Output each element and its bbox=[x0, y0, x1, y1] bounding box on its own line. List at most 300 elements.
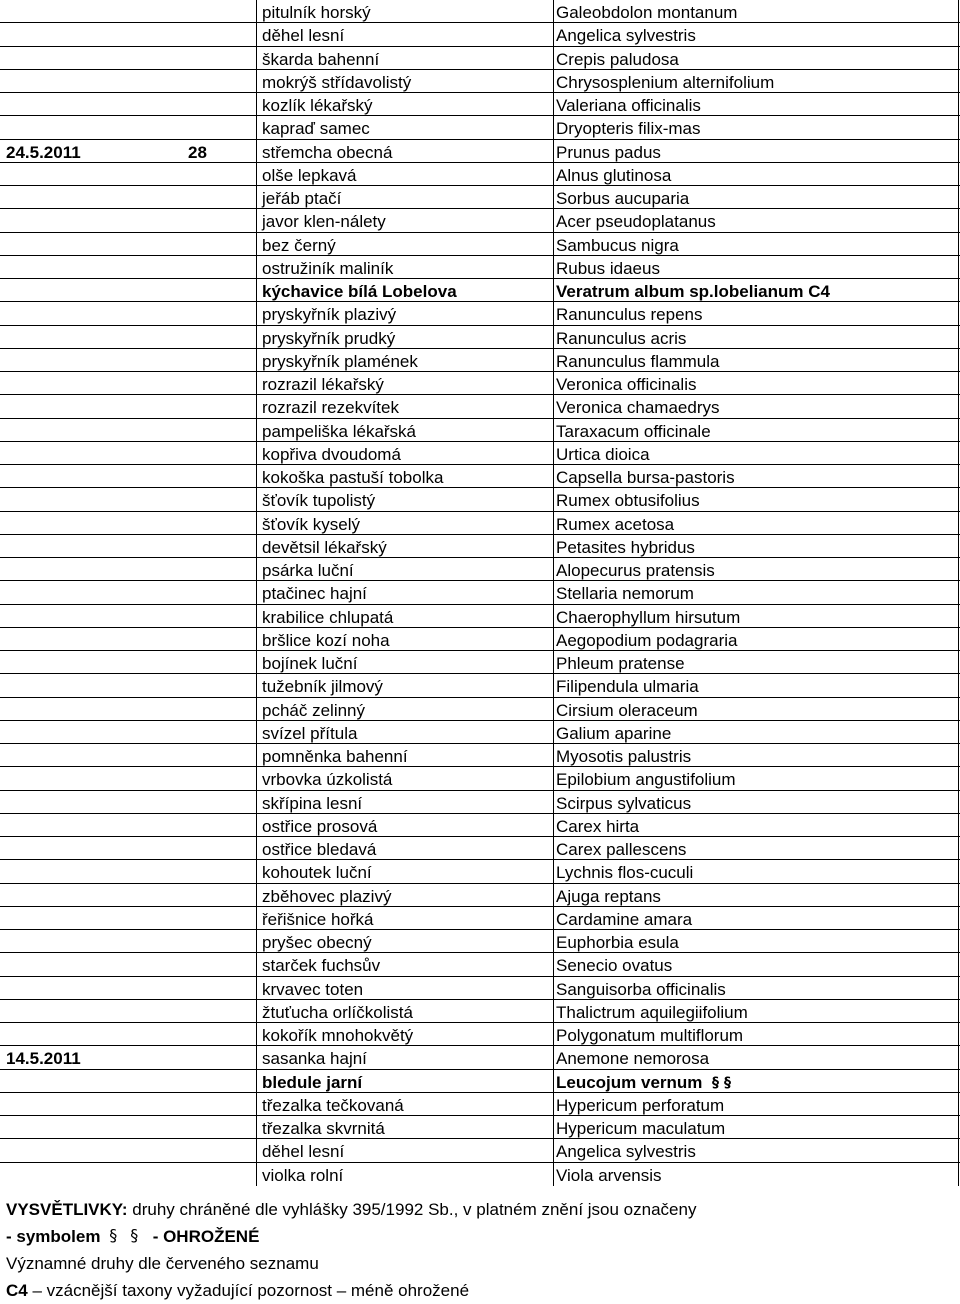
column-divider bbox=[958, 140, 959, 163]
table-row bbox=[0, 605, 960, 628]
latin-name-cell-text: Capsella bursa-pastoris bbox=[556, 468, 735, 487]
date-cell bbox=[6, 1046, 81, 1069]
column-divider bbox=[553, 279, 554, 302]
czech-name-cell bbox=[262, 256, 393, 279]
column-divider bbox=[553, 977, 554, 1000]
column-divider bbox=[958, 23, 959, 46]
column-divider bbox=[553, 837, 554, 860]
czech-name-cell bbox=[262, 1070, 362, 1093]
table-row bbox=[0, 186, 960, 209]
latin-name-cell-text: Chaerophyllum hirsutum bbox=[556, 607, 741, 627]
table-row bbox=[0, 651, 960, 674]
czech-name-cell bbox=[262, 1023, 413, 1046]
czech-name-cell-text: pitulník horský bbox=[262, 3, 371, 22]
column-divider bbox=[553, 628, 554, 651]
latin-name-cell bbox=[556, 535, 695, 558]
latin-name-cell bbox=[556, 628, 737, 651]
table-row bbox=[0, 1139, 960, 1162]
column-divider bbox=[553, 302, 554, 325]
table-row bbox=[0, 326, 960, 349]
column-divider bbox=[256, 907, 257, 930]
site-number-cell-text: 28 bbox=[188, 142, 207, 162]
latin-name-cell bbox=[556, 791, 691, 814]
latin-name-cell bbox=[556, 1070, 734, 1093]
czech-name-cell-text: třezalka skvrnitá bbox=[262, 1119, 385, 1138]
column-divider bbox=[553, 349, 554, 372]
latin-name-cell bbox=[556, 721, 671, 744]
latin-name-cell bbox=[556, 767, 736, 790]
column-divider bbox=[256, 674, 257, 697]
czech-name-cell bbox=[262, 628, 390, 651]
latin-name-cell bbox=[556, 140, 661, 163]
czech-name-cell bbox=[262, 47, 379, 70]
column-divider bbox=[553, 953, 554, 976]
czech-name-cell-text: bojínek luční bbox=[262, 654, 358, 673]
column-divider bbox=[958, 907, 959, 930]
czech-name-cell-text: olše lepkavá bbox=[262, 165, 357, 185]
table-row bbox=[0, 977, 960, 1000]
column-divider bbox=[553, 907, 554, 930]
table-row bbox=[0, 814, 960, 837]
column-divider bbox=[256, 302, 257, 325]
latin-name-cell bbox=[556, 116, 701, 139]
column-divider bbox=[553, 767, 554, 790]
czech-name-cell bbox=[262, 674, 383, 697]
column-divider bbox=[256, 605, 257, 628]
latin-name-cell-text: Ranunculus repens bbox=[556, 305, 703, 325]
czech-name-cell bbox=[262, 140, 392, 163]
latin-name-cell bbox=[556, 860, 693, 883]
column-divider bbox=[958, 512, 959, 535]
table-row bbox=[0, 744, 960, 767]
column-divider bbox=[553, 512, 554, 535]
czech-name-cell bbox=[262, 372, 384, 395]
legend-c4-code: C4 bbox=[6, 1281, 28, 1300]
czech-name-cell-text: sasanka hajní bbox=[262, 1049, 367, 1069]
column-divider bbox=[958, 302, 959, 325]
column-divider bbox=[958, 93, 959, 116]
table-row bbox=[0, 721, 960, 744]
column-divider bbox=[553, 93, 554, 116]
column-divider bbox=[256, 953, 257, 976]
czech-name-cell bbox=[262, 651, 357, 674]
legend-heading: VYSVĚTLIVKY: bbox=[6, 1200, 128, 1219]
latin-name-cell-text: Crepis paludosa bbox=[556, 49, 679, 69]
latin-name-cell bbox=[556, 0, 737, 23]
table-row bbox=[0, 1093, 960, 1116]
column-divider bbox=[958, 116, 959, 139]
czech-name-cell-text: pomněnka bahenní bbox=[262, 747, 408, 766]
latin-name-cell-text: Cardamine amara bbox=[556, 909, 693, 929]
latin-name-cell-text: Myosotis palustris bbox=[556, 747, 692, 766]
latin-name-cell bbox=[556, 419, 711, 442]
czech-name-cell-text: psárka luční bbox=[262, 561, 354, 580]
table-row bbox=[0, 628, 960, 651]
latin-name-cell bbox=[556, 1116, 725, 1139]
czech-name-cell-text: mokrýš střídavolistý bbox=[262, 72, 412, 92]
czech-name-cell bbox=[262, 837, 376, 860]
czech-name-cell bbox=[262, 93, 373, 116]
column-divider bbox=[553, 884, 554, 907]
column-divider bbox=[553, 47, 554, 70]
latin-name-cell bbox=[556, 698, 698, 721]
czech-name-cell bbox=[262, 1046, 367, 1069]
column-divider bbox=[553, 488, 554, 511]
czech-name-cell bbox=[262, 465, 443, 488]
column-divider bbox=[553, 744, 554, 767]
column-divider bbox=[958, 0, 959, 23]
column-divider bbox=[256, 233, 257, 256]
latin-name-cell-text: Alopecurus pratensis bbox=[556, 561, 715, 580]
column-divider bbox=[958, 233, 959, 256]
column-divider bbox=[553, 1093, 554, 1116]
column-divider bbox=[256, 279, 257, 302]
latin-name-cell-text: Sambucus nigra bbox=[556, 235, 679, 255]
latin-name-cell bbox=[556, 1163, 662, 1186]
latin-name-cell-text: Prunus padus bbox=[556, 142, 661, 162]
czech-name-cell bbox=[262, 0, 371, 23]
legend-line-protected bbox=[6, 1196, 956, 1223]
column-divider bbox=[958, 1070, 959, 1093]
column-divider bbox=[958, 70, 959, 93]
column-divider bbox=[958, 884, 959, 907]
column-divider bbox=[553, 395, 554, 418]
column-divider bbox=[553, 535, 554, 558]
czech-name-cell bbox=[262, 442, 401, 465]
column-divider bbox=[958, 1116, 959, 1139]
column-divider bbox=[256, 70, 257, 93]
latin-name-cell-text: Veronica chamaedrys bbox=[556, 398, 720, 418]
column-divider bbox=[256, 1023, 257, 1046]
table-row bbox=[0, 23, 960, 46]
column-divider bbox=[958, 47, 959, 70]
table-row bbox=[0, 1000, 960, 1023]
column-divider bbox=[553, 1046, 554, 1069]
czech-name-cell bbox=[262, 488, 375, 511]
column-divider bbox=[256, 349, 257, 372]
table-row bbox=[0, 140, 960, 163]
date-cell-text: 14.5.2011 bbox=[6, 1049, 81, 1069]
column-divider bbox=[958, 442, 959, 465]
column-divider bbox=[256, 721, 257, 744]
latin-name-cell-text: Alnus glutinosa bbox=[556, 165, 672, 185]
latin-name-cell bbox=[556, 1046, 709, 1069]
column-divider bbox=[256, 814, 257, 837]
column-divider bbox=[553, 116, 554, 139]
column-divider bbox=[553, 1070, 554, 1093]
latin-name-cell-text: Thalictrum aquilegiifolium bbox=[556, 1002, 748, 1022]
column-divider bbox=[256, 1093, 257, 1116]
czech-name-cell-text: řeřišnice hořká bbox=[262, 909, 374, 929]
latin-name-cell bbox=[556, 512, 674, 535]
czech-name-cell-text: bršlice kozí noha bbox=[262, 630, 390, 650]
czech-name-cell bbox=[262, 233, 336, 256]
latin-name-cell bbox=[556, 349, 719, 372]
czech-name-cell-text: pampeliška lékařská bbox=[262, 421, 417, 441]
column-divider bbox=[553, 721, 554, 744]
column-divider bbox=[958, 349, 959, 372]
column-divider bbox=[256, 860, 257, 883]
latin-name-cell-text: Sorbus aucuparia bbox=[556, 189, 690, 208]
latin-name-cell-text: Veratrum album sp.lobelianum C4 bbox=[556, 282, 830, 301]
czech-name-cell-text: bledule jarní bbox=[262, 1072, 363, 1092]
czech-name-cell bbox=[262, 326, 395, 349]
latin-name-cell-text: Urtica dioica bbox=[556, 444, 650, 464]
column-divider bbox=[256, 395, 257, 418]
czech-name-cell-text: kopřiva dvoudomá bbox=[262, 444, 401, 464]
column-divider bbox=[958, 419, 959, 442]
latin-name-cell bbox=[556, 326, 686, 349]
latin-name-cell bbox=[556, 186, 689, 209]
latin-name-cell-text: Galium aparine bbox=[556, 723, 672, 743]
table-row bbox=[0, 1046, 960, 1069]
column-divider bbox=[958, 698, 959, 721]
latin-name-cell-text: Sanguisorba officinalis bbox=[556, 979, 726, 999]
table-row bbox=[0, 1070, 960, 1093]
table-row bbox=[0, 907, 960, 930]
latin-name-cell-text: Rumex obtusifolius bbox=[556, 491, 700, 511]
latin-name-cell bbox=[556, 837, 686, 860]
column-divider bbox=[958, 674, 959, 697]
column-divider bbox=[256, 791, 257, 814]
latin-name-cell bbox=[556, 1023, 743, 1046]
czech-name-cell-text: zběhovec plazivý bbox=[262, 886, 392, 906]
column-divider bbox=[256, 628, 257, 651]
czech-name-cell-text: šťovík tupolistý bbox=[262, 491, 376, 511]
latin-name-cell bbox=[556, 1139, 696, 1162]
latin-name-cell-text: Phleum pratense bbox=[556, 654, 685, 673]
latin-name-cell bbox=[556, 209, 716, 232]
czech-name-cell bbox=[262, 23, 344, 46]
column-divider bbox=[958, 814, 959, 837]
latin-name-cell bbox=[556, 558, 715, 581]
column-divider bbox=[553, 70, 554, 93]
column-divider bbox=[553, 791, 554, 814]
table-row bbox=[0, 209, 960, 232]
latin-name-cell bbox=[556, 581, 694, 604]
column-divider bbox=[553, 930, 554, 953]
latin-name-cell bbox=[556, 93, 701, 116]
czech-name-cell bbox=[262, 953, 380, 976]
column-divider bbox=[553, 1139, 554, 1162]
latin-name-cell-text: Chrysosplenium alternifolium bbox=[556, 72, 775, 92]
czech-name-cell-text: krabilice chlupatá bbox=[262, 607, 394, 627]
legend bbox=[6, 1196, 956, 1304]
czech-name-cell-text: děhel lesní bbox=[262, 26, 345, 46]
column-divider bbox=[553, 1163, 554, 1186]
svg-text:§: § bbox=[724, 1074, 732, 1089]
czech-name-cell-text: skřípina lesní bbox=[262, 793, 363, 813]
column-divider bbox=[256, 535, 257, 558]
column-divider bbox=[256, 372, 257, 395]
column-divider bbox=[958, 744, 959, 767]
latin-name-cell-text: Stellaria nemorum bbox=[556, 584, 694, 604]
czech-name-cell-text: ostřice bledavá bbox=[262, 840, 377, 859]
table-row bbox=[0, 1163, 960, 1186]
table-row bbox=[0, 93, 960, 116]
column-divider bbox=[256, 0, 257, 23]
czech-name-cell bbox=[262, 419, 416, 442]
table-row bbox=[0, 419, 960, 442]
paragraph-symbol-icon bbox=[712, 1075, 722, 1089]
latin-name-cell bbox=[556, 279, 830, 302]
latin-name-cell bbox=[556, 395, 719, 418]
czech-name-cell bbox=[262, 558, 354, 581]
column-divider bbox=[553, 814, 554, 837]
column-divider bbox=[553, 209, 554, 232]
column-divider bbox=[256, 140, 257, 163]
latin-name-cell bbox=[556, 23, 696, 46]
column-divider bbox=[553, 419, 554, 442]
czech-name-cell-text: ostružiník maliník bbox=[262, 258, 394, 278]
latin-name-cell bbox=[556, 465, 735, 488]
latin-name-cell-text: Ranunculus flammula bbox=[556, 351, 720, 371]
czech-name-cell bbox=[262, 930, 372, 953]
legend-line-symbol bbox=[6, 1223, 956, 1250]
column-divider bbox=[958, 791, 959, 814]
column-divider bbox=[958, 605, 959, 628]
table-row bbox=[0, 233, 960, 256]
column-divider bbox=[256, 488, 257, 511]
table-row bbox=[0, 930, 960, 953]
column-divider bbox=[958, 395, 959, 418]
czech-name-cell-text: střemcha obecná bbox=[262, 142, 393, 162]
latin-name-cell-text: Anemone nemorosa bbox=[556, 1049, 710, 1069]
latin-name-cell bbox=[556, 907, 692, 930]
latin-name-cell-text: Taraxacum officinale bbox=[556, 421, 711, 441]
czech-name-cell-text: pryskyřník prudký bbox=[262, 328, 396, 348]
column-divider bbox=[553, 558, 554, 581]
latin-name-cell bbox=[556, 651, 685, 674]
latin-name-cell-text: Rumex acetosa bbox=[556, 514, 675, 534]
paragraph-symbol-icon bbox=[130, 1227, 142, 1243]
czech-name-cell-text: kohoutek luční bbox=[262, 863, 372, 883]
czech-name-cell bbox=[262, 1093, 404, 1116]
column-divider bbox=[256, 419, 257, 442]
column-divider bbox=[958, 558, 959, 581]
latin-name-cell bbox=[556, 953, 672, 976]
latin-name-cell-text: Viola arvensis bbox=[556, 1165, 662, 1185]
latin-name-cell bbox=[556, 302, 702, 325]
table-row bbox=[0, 767, 960, 790]
czech-name-cell-text: ostřice prosová bbox=[262, 816, 378, 836]
table-row bbox=[0, 302, 960, 325]
column-divider bbox=[958, 837, 959, 860]
date-cell bbox=[6, 140, 81, 163]
czech-name-cell-text: kýchavice bílá Lobelova bbox=[262, 282, 457, 301]
czech-name-cell bbox=[262, 884, 391, 907]
column-divider bbox=[256, 163, 257, 186]
column-divider bbox=[256, 837, 257, 860]
column-divider bbox=[256, 884, 257, 907]
czech-name-cell-text: děhel lesní bbox=[262, 1142, 345, 1162]
latin-name-cell bbox=[556, 233, 679, 256]
latin-name-cell-text: Veronica officinalis bbox=[556, 375, 697, 394]
legend-c4-text: – vzácnější taxony vyžadující pozornost – méně ohrožené bbox=[27, 1281, 470, 1300]
column-divider bbox=[958, 1046, 959, 1069]
latin-name-cell bbox=[556, 1093, 724, 1116]
latin-name-cell-text: Filipendula ulmaria bbox=[556, 677, 699, 697]
latin-name-cell-text: Aegopodium podagraria bbox=[556, 630, 738, 650]
column-divider bbox=[553, 326, 554, 349]
column-divider bbox=[256, 698, 257, 721]
latin-name-cell bbox=[556, 47, 679, 70]
czech-name-cell bbox=[262, 279, 457, 302]
czech-name-cell-text: pcháč zelinný bbox=[262, 700, 366, 720]
czech-name-cell-text: pryskyřník plazivý bbox=[262, 305, 397, 325]
table-row bbox=[0, 558, 960, 581]
table-row bbox=[0, 442, 960, 465]
column-divider bbox=[958, 767, 959, 790]
table-row bbox=[0, 953, 960, 976]
column-divider bbox=[958, 628, 959, 651]
svg-text:§: § bbox=[130, 1227, 139, 1243]
table-row bbox=[0, 279, 960, 302]
column-divider bbox=[553, 186, 554, 209]
czech-name-cell-text: violka rolní bbox=[262, 1165, 344, 1185]
table-row bbox=[0, 512, 960, 535]
table-row bbox=[0, 837, 960, 860]
latin-name-cell-text: Polygonatum multiflorum bbox=[556, 1026, 744, 1045]
legend-endangered-label: - OHROŽENÉ bbox=[152, 1227, 260, 1246]
czech-name-cell-text: starček fuchsův bbox=[262, 956, 381, 976]
czech-name-cell-text: ptačinec hajní bbox=[262, 584, 367, 604]
column-divider bbox=[958, 209, 959, 232]
column-divider bbox=[256, 256, 257, 279]
latin-name-cell-text: Hypericum maculatum bbox=[556, 1119, 726, 1138]
czech-name-cell bbox=[262, 744, 408, 767]
legend-protected-text: druhy chráněné dle vyhlášky 395/1992 Sb., v platném znění jsou označeny bbox=[127, 1200, 697, 1219]
column-divider bbox=[958, 1139, 959, 1162]
column-divider bbox=[553, 651, 554, 674]
column-divider bbox=[256, 47, 257, 70]
czech-name-cell-text: bez černý bbox=[262, 235, 336, 255]
column-divider bbox=[553, 256, 554, 279]
czech-name-cell bbox=[262, 977, 363, 1000]
column-divider bbox=[256, 442, 257, 465]
table-row bbox=[0, 0, 960, 23]
column-divider bbox=[958, 651, 959, 674]
czech-name-cell-text: jeřáb ptačí bbox=[262, 189, 342, 208]
column-divider bbox=[256, 1046, 257, 1069]
latin-name-cell-text: Lychnis flos-cuculi bbox=[556, 863, 694, 883]
column-divider bbox=[256, 558, 257, 581]
column-divider bbox=[958, 860, 959, 883]
column-divider bbox=[958, 1093, 959, 1116]
column-divider bbox=[958, 721, 959, 744]
column-divider bbox=[256, 651, 257, 674]
column-divider bbox=[256, 1139, 257, 1162]
column-divider bbox=[958, 1000, 959, 1023]
column-divider bbox=[553, 674, 554, 697]
latin-name-cell-text: Angelica sylvestris bbox=[556, 1142, 696, 1162]
latin-name-cell-text: Dryopteris filix-mas bbox=[556, 119, 701, 139]
table-row bbox=[0, 488, 960, 511]
column-divider bbox=[256, 930, 257, 953]
column-divider bbox=[958, 930, 959, 953]
czech-name-cell bbox=[262, 767, 392, 790]
column-divider bbox=[958, 465, 959, 488]
table-row bbox=[0, 535, 960, 558]
czech-name-cell-text: rozrazil rezekvítek bbox=[262, 398, 399, 418]
latin-name-cell bbox=[556, 372, 697, 395]
table-row bbox=[0, 372, 960, 395]
czech-name-cell bbox=[262, 512, 360, 535]
czech-name-cell bbox=[262, 395, 399, 418]
latin-name-cell bbox=[556, 674, 699, 697]
czech-name-cell bbox=[262, 302, 396, 325]
czech-name-cell bbox=[262, 581, 367, 604]
